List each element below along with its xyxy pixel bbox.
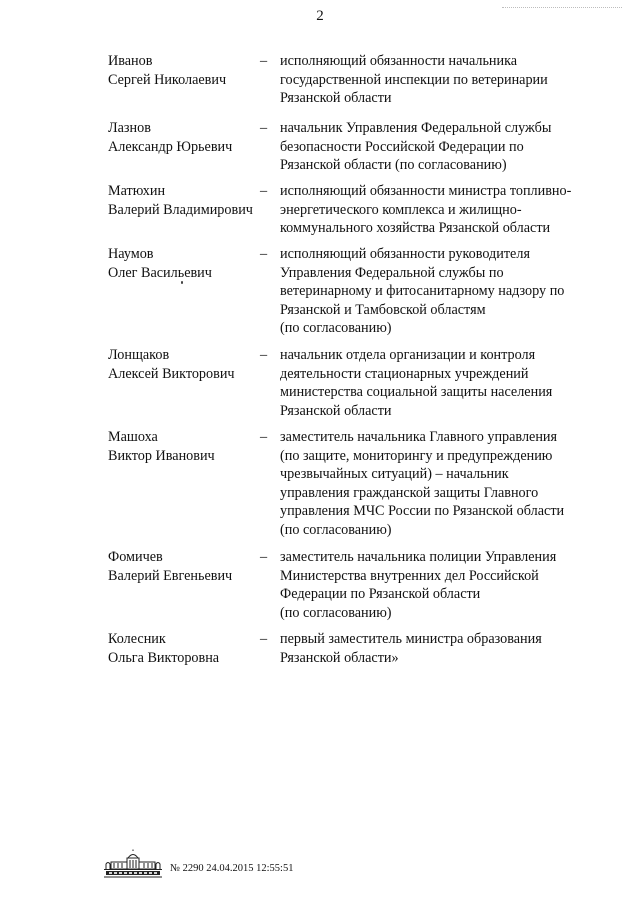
list-item-7 (108, 630, 600, 670)
list-item-6 (108, 548, 600, 630)
position-line: (по согласованию) (280, 604, 392, 621)
document-footer (102, 849, 293, 879)
position-text (280, 52, 600, 108)
position-line: исполняющий обязанности министра топливно- (280, 183, 572, 199)
position-line: чрезвычайных ситуаций) – начальник (280, 466, 509, 482)
given-names: Алексей Викторович (108, 365, 235, 382)
position-line: Рязанской области (280, 90, 392, 106)
person-name (108, 548, 260, 585)
given-names: Виктор Иванович (108, 447, 215, 464)
position-line: заместитель начальника Главного управления (280, 429, 558, 445)
position-line: ветеринарному и фитосанитарному надзору по (280, 283, 565, 299)
dash: – (260, 53, 268, 69)
given-names: Александр Юрьевич (108, 138, 233, 155)
list-item-2 (108, 182, 600, 245)
surname: Колесник (108, 631, 166, 647)
position-line: управления гражданской защиты Главного (280, 484, 539, 501)
list-item-5 (108, 428, 600, 548)
position-text (280, 119, 600, 175)
position-line: Федерации по Рязанской области (280, 586, 481, 602)
government-building-stamp-icon (102, 849, 164, 879)
given-names: Олег Васильевич (108, 264, 212, 281)
position-line: государственной инспекции по ветеринарии (280, 71, 548, 88)
position-text (280, 245, 600, 338)
given-names: Валерий Владимирович (108, 201, 253, 218)
position-line: Управления Федеральной службы по (280, 264, 504, 281)
position-line: исполняющий обязанности руководителя (280, 246, 530, 262)
position-line: начальник Управления Федеральной службы (280, 120, 552, 136)
surname: Фомичев (108, 549, 163, 565)
scan-speck (181, 281, 183, 284)
dash: – (260, 183, 268, 199)
person-name (108, 346, 260, 383)
list-item-3 (108, 245, 600, 346)
position-text (280, 428, 600, 539)
person-name (108, 119, 260, 156)
given-names: Валерий Евгеньевич (108, 567, 233, 584)
dash: – (260, 347, 268, 363)
personnel-list (108, 52, 600, 670)
position-line: министерства социальной защиты населения (280, 384, 553, 400)
position-line: заместитель начальника полиции Управления (280, 549, 557, 565)
position-line: Рязанской области (280, 402, 392, 419)
position-line: безопасности Российской Федерации по (280, 138, 524, 155)
dash: – (260, 631, 268, 647)
position-line: деятельности стационарных учреждений (280, 365, 529, 382)
list-item-1 (108, 119, 600, 182)
position-line: (по защите, мониторингу и предупреждению (280, 447, 553, 464)
position-line: Рязанской области» (280, 649, 399, 666)
dash: – (260, 120, 268, 136)
position-text (280, 182, 600, 238)
person-name (108, 245, 260, 282)
position-line: (по согласованию) (280, 521, 392, 538)
person-name (108, 630, 260, 667)
dash: – (260, 246, 268, 262)
dash: – (260, 549, 268, 565)
position-text (280, 630, 600, 667)
surname: Лонщаков (108, 347, 170, 363)
person-name (108, 52, 260, 89)
position-line: Министерства внутренних дел Российской (280, 567, 539, 584)
position-text (280, 346, 600, 420)
position-line: управления МЧС России по Рязанской области (280, 503, 565, 519)
person-name (108, 182, 260, 219)
surname: Матюхин (108, 183, 166, 199)
surname: Наумов (108, 246, 154, 262)
surname: Иванов (108, 53, 153, 69)
dash: – (260, 429, 268, 445)
given-names: Сергей Николаевич (108, 71, 227, 88)
position-text (280, 548, 600, 622)
surname: Машоха (108, 429, 158, 445)
position-line: Рязанской и Тамбовской областям (280, 301, 486, 318)
list-item-4 (108, 346, 600, 428)
position-line: (по согласованию) (280, 320, 392, 336)
given-names: Ольга Викторовна (108, 649, 220, 666)
position-line: начальник отдела организации и контроля (280, 347, 536, 363)
page-number: 2 (316, 8, 324, 24)
position-line: коммунального хозяйства Рязанской области (280, 220, 551, 236)
list-item-0 (108, 52, 600, 119)
surname: Лазнов (108, 120, 151, 136)
position-line: Рязанской области (по согласованию) (280, 157, 507, 173)
person-name (108, 428, 260, 465)
scan-artifact-line (502, 7, 622, 14)
registration-stamp: № 2290 24.04.2015 12:55:51 (170, 863, 294, 874)
position-line: первый заместитель министра образования (280, 631, 542, 647)
position-line: исполняющий обязанности начальника (280, 53, 518, 69)
position-line: энергетического комплекса и жилищно- (280, 201, 522, 218)
